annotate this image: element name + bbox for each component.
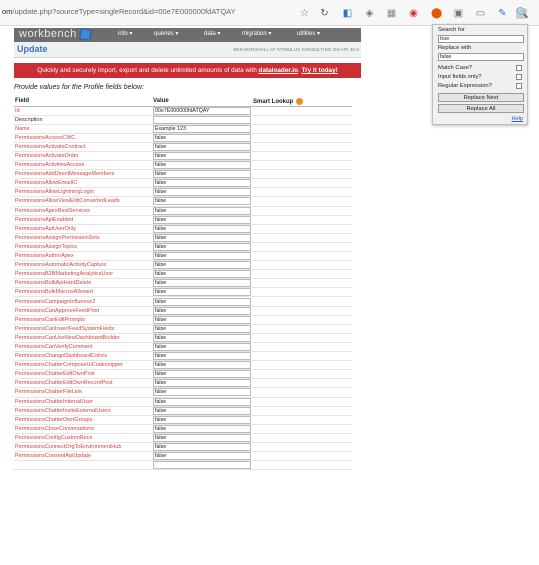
table-row xyxy=(14,124,352,133)
value-cell xyxy=(152,388,252,397)
value-input[interactable]: false xyxy=(153,434,251,442)
value-cell xyxy=(152,142,252,151)
find-replace-icon[interactable]: 🔍 xyxy=(516,8,529,19)
field-name: PermissionsBulkApiHardDelete xyxy=(14,279,152,288)
nav-utilities[interactable]: utilities ▾ xyxy=(297,31,321,37)
value-input[interactable]: false xyxy=(153,352,251,360)
field-name: PermissionsChatterEditOwnPost xyxy=(14,370,152,379)
value-cell xyxy=(152,270,252,279)
field-name: Id xyxy=(14,106,152,115)
field-name: PermissionsCanVerifyComment xyxy=(14,342,152,351)
value-cell xyxy=(152,442,252,451)
workbench-nav xyxy=(14,28,361,42)
smart-lookup-cell xyxy=(252,142,352,151)
table-row xyxy=(14,142,352,151)
match-case-checkbox[interactable] xyxy=(516,65,522,71)
table-row xyxy=(14,242,352,251)
search-input[interactable]: true xyxy=(438,35,524,43)
pen-icon[interactable]: ✎ xyxy=(498,8,507,19)
smart-lookup-cell xyxy=(252,461,352,470)
value-cell xyxy=(152,115,252,124)
workbench-logo[interactable]: workbench xyxy=(19,28,77,40)
value-input[interactable]: false xyxy=(153,425,251,433)
smart-lookup-cell xyxy=(252,379,352,388)
smart-lookup-cell xyxy=(252,115,352,124)
field-name: PermissionsAssignTopics xyxy=(14,242,152,251)
smart-lookup-cell xyxy=(252,161,352,170)
smart-lookup-cell xyxy=(252,170,352,179)
value-cell xyxy=(152,297,252,306)
value-cell xyxy=(152,124,252,133)
table-row xyxy=(14,215,352,224)
page-title: Update xyxy=(17,44,48,54)
table-row xyxy=(14,252,352,261)
table-row xyxy=(14,133,352,142)
value-cell xyxy=(152,106,252,115)
smart-lookup-cell xyxy=(252,361,352,370)
header-field: Field xyxy=(14,97,152,106)
smart-lookup-icon[interactable] xyxy=(296,98,303,105)
field-name: PermissionsConfigCustomRecs xyxy=(14,433,152,442)
table-row xyxy=(14,233,352,242)
value-input[interactable]: false xyxy=(153,407,251,415)
value-input[interactable] xyxy=(153,461,251,469)
field-name: Name xyxy=(14,124,152,133)
value-input[interactable]: false xyxy=(153,134,251,142)
input-only-checkbox[interactable] xyxy=(516,74,522,80)
value-cell xyxy=(152,452,252,461)
field-name: PermissionsChatterFileLink xyxy=(14,388,152,397)
value-cell xyxy=(152,215,252,224)
field-name: PermissionsAccessCMC xyxy=(14,133,152,142)
field-name: PermissionsChatterOwnGroups xyxy=(14,415,152,424)
value-cell xyxy=(152,324,252,333)
value-input[interactable]: false xyxy=(153,161,251,169)
table-row xyxy=(14,424,352,433)
value-input[interactable]: false xyxy=(153,307,251,315)
table-row xyxy=(14,288,352,297)
value-cell xyxy=(152,361,252,370)
profile-fields-table xyxy=(14,97,352,470)
workbench-subheader xyxy=(14,42,361,58)
nav-migration[interactable]: migration ▾ xyxy=(242,31,272,37)
table-row xyxy=(14,161,352,170)
promo-text: Quickly and securely import, export and delete unlimited amounts of data with xyxy=(37,67,257,74)
value-cell xyxy=(152,342,252,351)
smart-lookup-cell xyxy=(252,215,352,224)
regex-checkbox[interactable] xyxy=(516,83,522,89)
table-row xyxy=(14,115,352,124)
value-cell xyxy=(152,206,252,215)
replace-next-button[interactable]: Replace Next xyxy=(438,93,524,102)
smart-lookup-cell xyxy=(252,342,352,351)
field-name: PermissionsCloseConversations xyxy=(14,424,152,433)
extension-icon[interactable]: ◉ xyxy=(409,8,418,19)
value-cell xyxy=(152,406,252,415)
value-input[interactable]: false xyxy=(153,216,251,224)
value-input[interactable]: false xyxy=(153,443,251,451)
smart-lookup-cell xyxy=(252,106,352,115)
field-name: PermissionsApiUserOnly xyxy=(14,224,152,233)
extension-blue-icon[interactable]: ◧ xyxy=(342,8,353,19)
value-cell xyxy=(152,188,252,197)
table-row xyxy=(14,452,352,461)
value-cell xyxy=(152,224,252,233)
value-input[interactable]: false xyxy=(153,379,251,387)
value-cell xyxy=(152,197,252,206)
table-row xyxy=(14,397,352,406)
promo-banner: Quickly and securely import, export and delete unlimited amounts of data with dataloader.io. Try it today! xyxy=(14,63,361,78)
table-row xyxy=(14,324,352,333)
grid-icon[interactable]: ▦ xyxy=(386,8,397,19)
value-input[interactable]: false xyxy=(153,288,251,296)
table-row xyxy=(14,315,352,324)
smart-lookup-cell xyxy=(252,433,352,442)
value-input[interactable]: false xyxy=(153,179,251,187)
address-bar[interactable]: om/update.php?sourceType=singleRecord&id=00e7E000000fdATQAY xyxy=(2,7,236,16)
smart-lookup-cell xyxy=(252,224,352,233)
field-name: PermissionsAutomaticActivityCapture xyxy=(14,261,152,270)
field-name: PermissionsCanApproveFeedPost xyxy=(14,306,152,315)
value-cell xyxy=(152,288,252,297)
field-name: PermissionsCanInsertFeedSystemFields xyxy=(14,324,152,333)
value-cell xyxy=(152,242,252,251)
value-cell xyxy=(152,151,252,160)
field-name xyxy=(14,461,152,470)
header-smart-lookup xyxy=(252,97,352,106)
value-cell xyxy=(152,306,252,315)
value-cell xyxy=(152,170,252,179)
field-name: PermissionsCampaignInfluence2 xyxy=(14,297,152,306)
value-cell xyxy=(152,233,252,242)
smart-lookup-cell xyxy=(252,261,352,270)
value-cell xyxy=(152,370,252,379)
smart-lookup-cell xyxy=(252,442,352,451)
refresh-icon[interactable]: ↻ xyxy=(320,8,329,19)
table-row xyxy=(14,361,352,370)
value-cell xyxy=(152,261,252,270)
field-name: PermissionsActivateOrder xyxy=(14,151,152,160)
replace-input[interactable]: false xyxy=(438,53,524,61)
nav-queries[interactable]: queries ▾ xyxy=(154,31,179,37)
value-input[interactable]: false xyxy=(153,270,251,278)
value-input[interactable]: false xyxy=(153,234,251,242)
value-cell xyxy=(152,333,252,342)
shield-icon[interactable]: ◈ xyxy=(365,8,374,19)
value-cell xyxy=(152,252,252,261)
smart-lookup-cell xyxy=(252,306,352,315)
table-row xyxy=(14,261,352,270)
value-cell xyxy=(152,161,252,170)
match-case-label: Match Case? xyxy=(438,65,473,71)
value-input[interactable]: false xyxy=(153,361,251,369)
smart-lookup-cell xyxy=(252,397,352,406)
table-row xyxy=(14,461,352,470)
regex-label: Regular Expression? xyxy=(438,83,492,89)
field-name: PermissionsChangeDashboardColors xyxy=(14,352,152,361)
value-input[interactable]: false xyxy=(153,416,251,424)
field-name: PermissionsApexRestServices xyxy=(14,206,152,215)
field-name: PermissionsBulkMacrosAllowed xyxy=(14,288,152,297)
input-only-label: Input fields only? xyxy=(438,74,482,80)
field-name: PermissionsChatterComposeUiCodesnippet xyxy=(14,361,152,370)
search-label: Search for xyxy=(438,27,465,33)
user-info: BEN MARSHALL AT STIMULUS CONSULTING ON API 45.0 xyxy=(233,47,359,52)
table-row xyxy=(14,279,352,288)
smart-lookup-cell xyxy=(252,197,352,206)
smart-lookup-cell xyxy=(252,151,352,160)
table-row xyxy=(14,206,352,215)
table-row xyxy=(14,151,352,160)
smart-lookup-cell xyxy=(252,297,352,306)
instructions: Provide values for the Profile fields below: xyxy=(14,84,144,91)
smart-lookup-cell xyxy=(252,233,352,242)
smart-lookup-cell xyxy=(252,370,352,379)
value-input[interactable]: false xyxy=(153,452,251,460)
table-row xyxy=(14,379,352,388)
workbench-header xyxy=(14,28,361,58)
value-input[interactable]: false xyxy=(153,388,251,396)
table-row xyxy=(14,342,352,351)
smart-lookup-label: Smart Lookup xyxy=(253,98,294,105)
value-input[interactable]: false xyxy=(153,152,251,160)
field-name: PermissionsAllowLightningLogin xyxy=(14,188,152,197)
field-name: PermissionsCanUseNewDashboardBuilder xyxy=(14,333,152,342)
table-header-row xyxy=(14,97,352,106)
value-cell xyxy=(152,433,252,442)
field-name: PermissionsAllowViewEditConvertedLeads xyxy=(14,197,152,206)
value-cell xyxy=(152,352,252,361)
smart-lookup-cell xyxy=(252,352,352,361)
table-row xyxy=(14,352,352,361)
field-name: PermissionsCanEditPrompts xyxy=(14,315,152,324)
field-name: PermissionsAssignPermissionSets xyxy=(14,233,152,242)
value-cell xyxy=(152,379,252,388)
replace-label: Replace with xyxy=(438,45,472,51)
value-input[interactable]: false xyxy=(153,207,251,215)
smart-lookup-cell xyxy=(252,315,352,324)
field-name: PermissionsApiEnabled xyxy=(14,215,152,224)
field-name: PermissionsChatterEditOwnRecordPost xyxy=(14,379,152,388)
value-input[interactable]: false xyxy=(153,252,251,260)
value-input[interactable]: false xyxy=(153,197,251,205)
field-name: PermissionsChatterInviteExternalUsers xyxy=(14,406,152,415)
value-input[interactable]: false xyxy=(153,316,251,324)
smart-lookup-cell xyxy=(252,179,352,188)
smart-lookup-cell xyxy=(252,452,352,461)
table-row xyxy=(14,370,352,379)
replace-all-button[interactable]: Replace All xyxy=(438,104,524,113)
value-cell xyxy=(152,397,252,406)
nav-data[interactable]: data ▾ xyxy=(204,31,221,37)
value-input[interactable] xyxy=(153,116,251,124)
smart-lookup-cell xyxy=(252,415,352,424)
field-name: Description xyxy=(14,115,152,124)
value-cell xyxy=(152,179,252,188)
smart-lookup-cell xyxy=(252,279,352,288)
table-row xyxy=(14,224,352,233)
table-row xyxy=(14,297,352,306)
smart-lookup-cell xyxy=(252,206,352,215)
table-row xyxy=(14,406,352,415)
table-row xyxy=(14,270,352,279)
value-input[interactable]: false xyxy=(153,261,251,269)
value-cell xyxy=(152,461,252,470)
smart-lookup-cell xyxy=(252,424,352,433)
help-link[interactable]: Help xyxy=(511,116,523,122)
value-cell xyxy=(152,415,252,424)
value-input[interactable]: 00e7E000000fdATQAY xyxy=(153,107,251,115)
table-row xyxy=(14,433,352,442)
table-row xyxy=(14,197,352,206)
field-name: PermissionsActivateContract xyxy=(14,142,152,151)
smart-lookup-cell xyxy=(252,333,352,342)
value-input[interactable]: false xyxy=(153,225,251,233)
smart-lookup-cell xyxy=(252,188,352,197)
nav-info[interactable]: info ▾ xyxy=(118,31,133,37)
value-cell xyxy=(152,133,252,142)
smart-lookup-cell xyxy=(252,252,352,261)
value-input[interactable]: false xyxy=(153,370,251,378)
field-name: PermissionsAllowEmailIC xyxy=(14,179,152,188)
window-icon[interactable]: ▣ xyxy=(453,8,464,19)
smart-lookup-cell xyxy=(252,388,352,397)
value-input[interactable]: false xyxy=(153,334,251,342)
value-input[interactable]: false xyxy=(153,188,251,196)
smart-lookup-cell xyxy=(252,124,352,133)
table-row xyxy=(14,106,352,115)
field-name: PermissionsAuthorApex xyxy=(14,252,152,261)
value-input[interactable]: false xyxy=(153,279,251,287)
table-row xyxy=(14,170,352,179)
value-cell xyxy=(152,315,252,324)
value-input[interactable]: false xyxy=(153,298,251,306)
cube-icon xyxy=(79,28,92,41)
value-input[interactable]: false xyxy=(153,143,251,151)
value-input[interactable]: Example 123 xyxy=(153,125,251,133)
field-name: PermissionsConsentApiUpdate xyxy=(14,452,152,461)
field-name: PermissionsActivitiesAccess xyxy=(14,161,152,170)
value-input[interactable]: false xyxy=(153,170,251,178)
browser-toolbar xyxy=(0,0,539,26)
header-value: Value xyxy=(152,97,252,106)
value-input[interactable]: false xyxy=(153,343,251,351)
table-row xyxy=(14,188,352,197)
star-icon[interactable]: ☆ xyxy=(300,8,309,19)
table-row xyxy=(14,442,352,451)
table-row xyxy=(14,333,352,342)
value-cell xyxy=(152,424,252,433)
table-row xyxy=(14,306,352,315)
smart-lookup-cell xyxy=(252,288,352,297)
field-name: PermissionsB2BMarketingAnalyticsUser xyxy=(14,270,152,279)
smart-lookup-cell xyxy=(252,242,352,251)
value-input[interactable]: false xyxy=(153,398,251,406)
field-name: PermissionsChatterInternalUser xyxy=(14,397,152,406)
value-input[interactable]: false xyxy=(153,325,251,333)
try-it-link[interactable]: Try it today! xyxy=(301,67,338,74)
field-name: PermissionsConnectOrgToEnvironmentHub xyxy=(14,442,152,451)
value-input[interactable]: false xyxy=(153,243,251,251)
dataloader-link[interactable]: dataloader.io xyxy=(258,67,298,74)
find-replace-panel xyxy=(432,24,528,125)
smart-lookup-cell xyxy=(252,324,352,333)
smart-lookup-cell xyxy=(252,133,352,142)
value-cell xyxy=(152,279,252,288)
table-row xyxy=(14,388,352,397)
opera-icon[interactable]: ⬤ xyxy=(431,8,443,19)
table-row xyxy=(14,415,352,424)
smart-lookup-cell xyxy=(252,270,352,279)
table-row xyxy=(14,179,352,188)
smart-lookup-cell xyxy=(252,406,352,415)
window2-icon[interactable]: ▭ xyxy=(475,8,486,19)
field-name: PermissionsAddDirectMessageMembers xyxy=(14,170,152,179)
